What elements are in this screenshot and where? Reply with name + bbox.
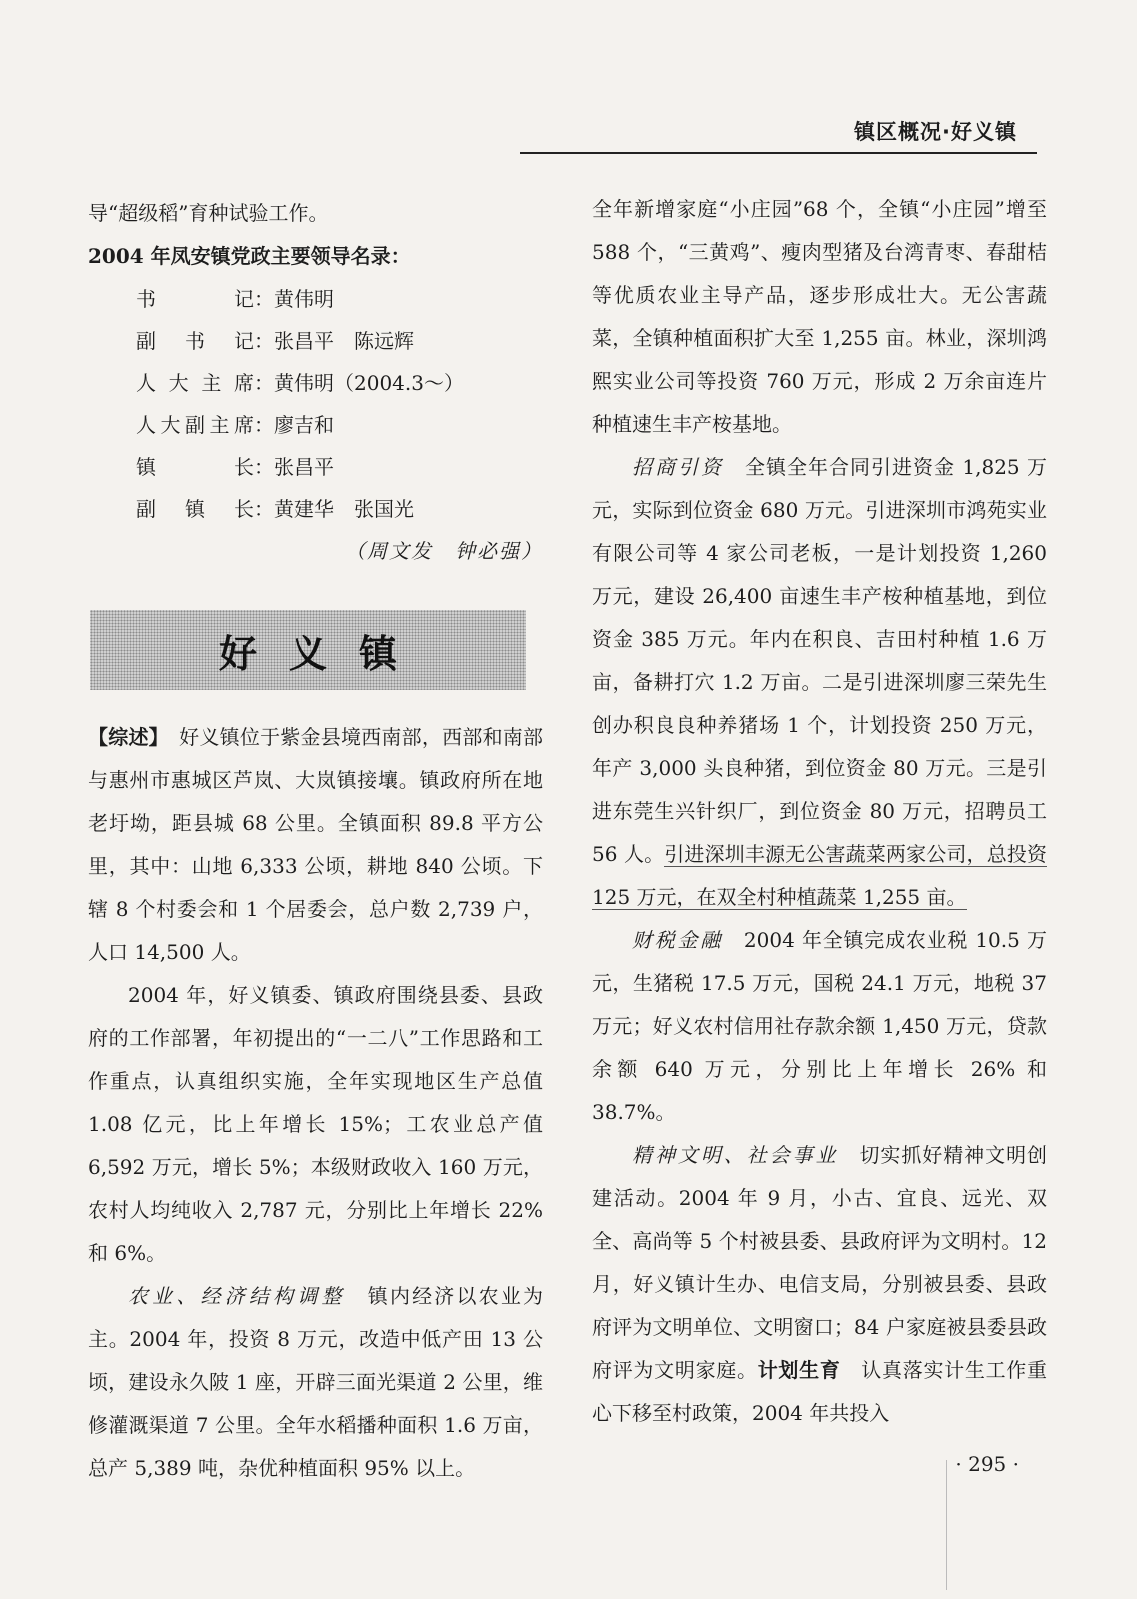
left-column [88,192,543,1490]
leader-row: 镇长 ： 张昌平 [136,455,334,479]
section-title-band [90,610,526,690]
paragraph: 导“超级稻”育种试验工作。 [88,201,329,225]
subsection-label: 精神文明、社会事业 [632,1143,839,1167]
leader-row: 人大主席 ： 黄伟明（2004.3～） [136,371,464,395]
subsection-label: 农业、经济结构调整 [128,1284,346,1308]
leader-row: 书记 ： 黄伟明 [136,287,334,311]
paragraph: 精神文明、社会事业 切实抓好精神文明创建活动。2004 年 9 月，小古、宜良、远光、双全、高尚等 5 个村被县委、县政府评为文明村。12 月，好义镇计生办、电信支局，分别被县委、县政府评为文明单位、文明窗口；84 户家庭被县委县政府评为文明家庭。计划生育 认真落实计生工作重心下移至村政策，2004 年共投入 [592,1143,1048,1425]
subsection-label: 招商引资 [632,455,725,479]
paragraph: 农业、经济结构调整 镇内经济以农业为主。2004 年，投资 8 万元，改造中低产田 13 公顷，建设永久陂 1 座，开辟三面光渠道 2 公里，维修灌溉渠道 7 公里。全年水稻播种面积 1.6 万亩，总产 5,389 吨，杂优种植面积 95% 以上。 [88,1284,544,1480]
leaders-list [88,278,543,530]
header-rule [520,152,1037,154]
leaders-heading: 2004 年凤安镇党政主要领导名录： [88,244,411,268]
paragraph: 【综述】 好义镇位于紫金县境西南部，西部和南部与惠州市惠城区芦岚、大岚镇接壤。镇政府所在地老圩坳，距县城 68 公里。全镇面积 89.8 平方公里，其中：山地 6,333 公顷，耕地 840 公顷。下辖 8 个村委会和 1 个居委会，总户数 2,739 户，人口 14,500 人。 [88,725,544,964]
paragraph: 财税金融 2004 年全镇完成农业税 10.5 万元，生猪税 17.5 万元，国税 24.1 万元，地税 37 万元；好义农村信用社存款余额 1,450 万元，贷款余额 640 万元，分别比上年增长 26% 和 38.7%。 [592,928,1047,1124]
section-title: 好义镇 [218,630,429,676]
handwritten-underline: 引进深圳丰源无公害蔬菜两家公司，总投资 125 万元，在双全村种植蔬菜 1,255 亩。 [592,842,1047,909]
gutter-line [946,1460,947,1590]
paragraph: 招商引资 全镇全年合同引进资金 1,825 万元，实际到位资金 680 万元。引进深圳市鸿苑实业有限公司等 4 家公司老板，一是计划投资 1,260 万元，建设 26,400 亩速生丰产桉种植基地，到位资金 385 万元。年内在积良、吉田村种植 1.6 万亩，备耕打穴 1.2 万亩。二是引进深圳廖三荣先生创办积良良种养猪场 1 个，计划投资 250 万元，年产 3,000 头良种猪，到位资金 80 万元。三是引进东莞生兴针织厂，到位资金 80 万元，招聘员工 56 人。引进深圳丰源无公害蔬菜两家公司，总投资 125 万元，在双全村种植蔬菜 1,255 亩。 [592,455,1048,909]
summary-tag: 【综述】 [88,725,159,749]
leader-row: 副书记 ： 张昌平 陈远辉 [136,329,414,353]
leader-row: 人大副主席 ： 廖吉和 [136,413,334,437]
paragraph: 2004 年，好义镇委、镇政府围绕县委、县政府的工作部署，年初提出的“一二八”工作思路和工作重点，认真组织实施，全年实现地区生产总值 1.08 亿元，比上年增长 15%；工农业总产值 6,592 万元，增长 5%；本级财政收入 160 万元，农村人均纯收入 2,787 元，分别比上年增长 22% 和 6%。 [88,983,543,1265]
leader-row: 副镇长 ： 黄建华 张国光 [136,497,414,521]
right-column [592,188,1047,1435]
author-signature: （周文发 钟必强） [345,539,543,563]
running-head: 镇区概况·好义镇 [854,120,1017,144]
inline-heading: 计划生育 [757,1358,841,1382]
subsection-label: 财税金融 [632,928,724,952]
page-number: · 295 · [955,1452,1019,1476]
paragraph: 全年新增家庭“小庄园”68 个，全镇“小庄园”增至 588 个，“三黄鸡”、瘦肉型猪及台湾青枣、春甜桔等优质农业主导产品，逐步形成壮大。无公害蔬菜，全镇种植面积扩大至 1,255 亩。林业，深圳鸿熙实业公司等投资 760 万元，形成 2 万余亩连片种植速生丰产桉基地。 [592,197,1047,436]
